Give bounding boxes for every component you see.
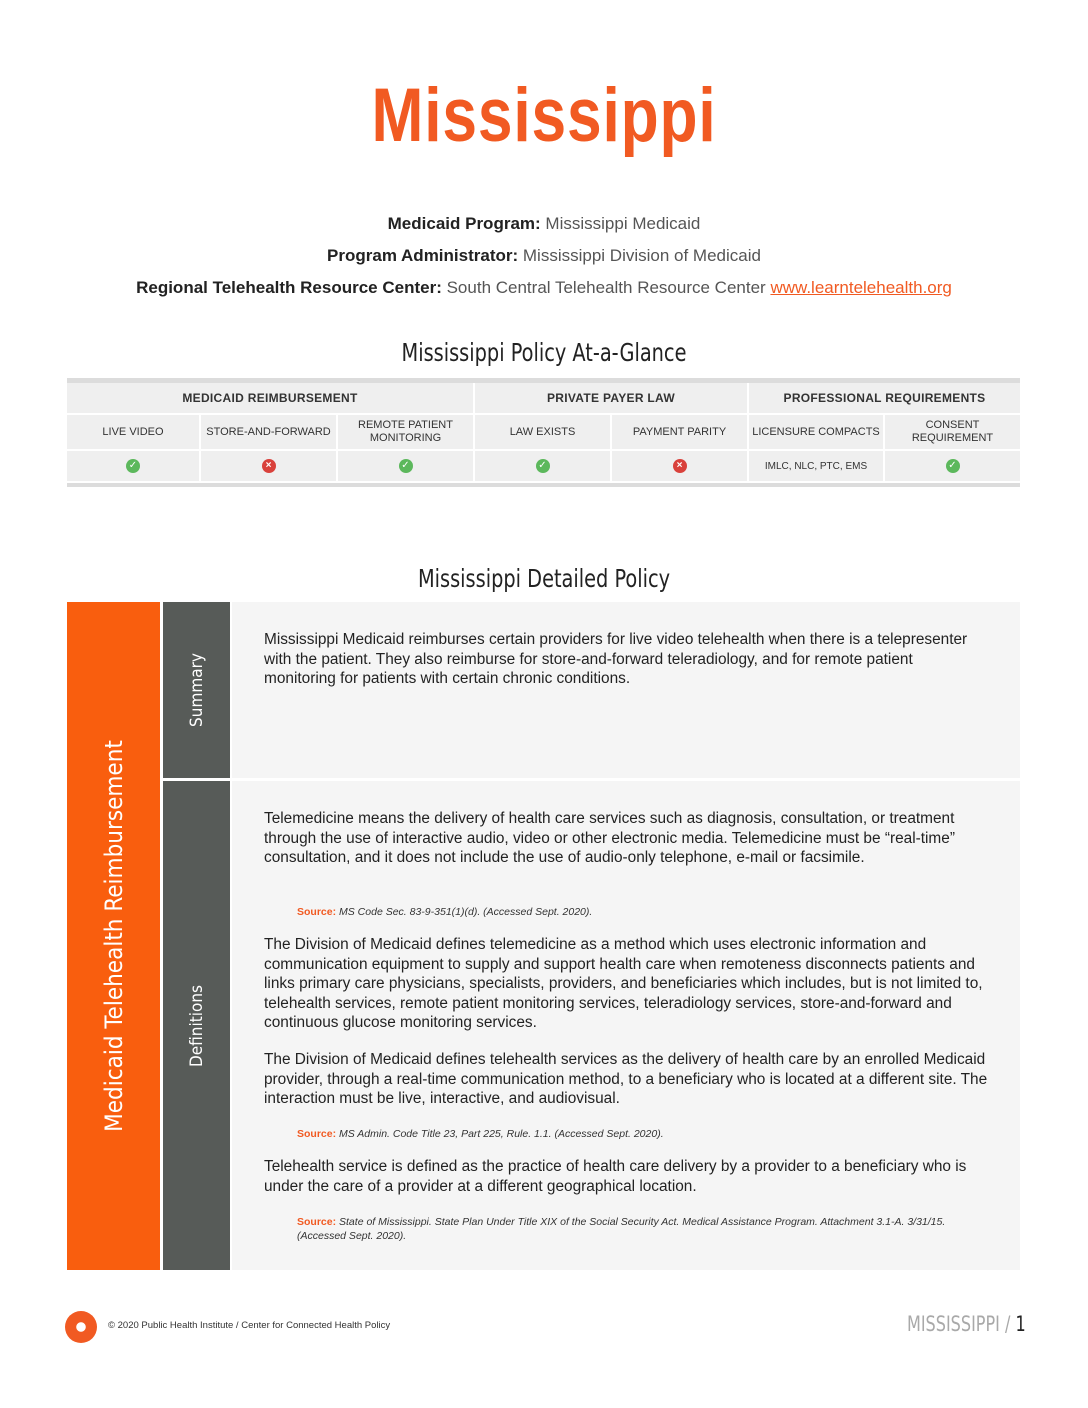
source-label: Source: (297, 1216, 337, 1228)
category-label: Medicaid Telehealth Reimbursement (99, 740, 128, 1132)
summary-text: Mississippi Medicaid reimburses certain providers for live video telehealth when there is a telepresenter with the patient. They also reimburse for store-and-forward teleradiology, and for remote patient monitoring for patients with certain chronic conditions. (264, 631, 968, 687)
page-number (907, 1312, 1026, 1336)
group-professional-requirements: PROFESSIONAL REQUIREMENTS (749, 383, 1020, 415)
source-text: MS Code Sec. 83-9-351(1)(d). (Accessed Sept. 2020). (339, 906, 593, 918)
val-live-video (67, 451, 201, 483)
glance-table (67, 378, 1020, 487)
category-bar (67, 602, 160, 1270)
administrator-line (0, 246, 1088, 266)
col-store-and-forward: STORE-AND-FORWARD (201, 415, 338, 451)
medicaid-program-line (0, 214, 1088, 234)
group-medicaid-reimbursement: MEDICAID REIMBURSEMENT (67, 383, 475, 415)
check-icon: ✓ (536, 459, 550, 473)
col-live-video: LIVE VIDEO (67, 415, 201, 451)
glance-column-row (67, 415, 1020, 451)
definition-paragraph-2: The Division of Medicaid defines telemedicine as a method which uses electronic information and communication equipment to supply and support health care when remoteness disconnects patients and links primary care physicians, specialists, providers, and beneficiaries which includes, but is not limited to, telehealth services, remote patient monitoring services, teleradiology services, store-and-forward and continuous glucose monitoring services. (264, 936, 983, 1031)
summary-panel (232, 602, 1020, 778)
source-text: State of Mississippi. State Plan Under Title XIX of the Social Security Act. Medical Assistance Program. Attachment 3.1-A. 3/31/15. (Accessed Sept. 2020). (297, 1216, 946, 1242)
check-icon: ✓ (126, 459, 140, 473)
page-state: MISSISSIPPI (907, 1312, 1001, 1336)
source-text: MS Admin. Code Title 23, Part 225, Rule. 1.1. (Accessed Sept. 2020). (339, 1128, 664, 1140)
check-icon: ✓ (946, 459, 960, 473)
glance-value-row (67, 451, 1020, 483)
glance-group-row (67, 383, 1020, 415)
val-store-and-forward (201, 451, 338, 483)
source-label: Source: (297, 1128, 337, 1140)
val-remote-patient-monitoring (338, 451, 475, 483)
x-icon: × (262, 459, 276, 473)
resource-center-line (0, 278, 1088, 298)
resource-center-value: South Central Telehealth Resource Center (446, 278, 766, 297)
detail-heading: Mississippi Detailed Policy (417, 564, 671, 593)
resource-center-label: Regional Telehealth Resource Center: (136, 278, 442, 297)
source-label: Source: (297, 906, 337, 918)
x-icon: × (673, 459, 687, 473)
administrator-label: Program Administrator: (327, 246, 519, 265)
definition-paragraph-3: The Division of Medicaid defines telehealth services as the delivery of health care by an enrolled Medicaid provider, through a real-time communication method, to a beneficiary who is located at a different site. The interaction must be live, interactive, and audiovisual. (264, 1051, 988, 1107)
summary-tab (163, 602, 230, 778)
resource-center-link[interactable]: www.learntelehealth.org (770, 278, 952, 297)
check-icon: ✓ (399, 459, 413, 473)
administrator-value: Mississippi Division of Medicaid (522, 246, 761, 265)
group-private-payer-law: PRIVATE PAYER LAW (475, 383, 749, 415)
col-consent-requirement: CONSENT REQUIREMENT (885, 415, 1020, 451)
col-remote-patient-monitoring: REMOTE PATIENT MONITORING (338, 415, 475, 451)
page-number-value: 1 (1015, 1312, 1026, 1336)
definitions-tab (163, 781, 230, 1270)
source-citation-2 (297, 1127, 977, 1141)
definitions-tab-label: Definitions (186, 984, 207, 1067)
medicaid-program-value: Mississippi Medicaid (545, 214, 701, 233)
col-payment-parity: PAYMENT PARITY (612, 415, 749, 451)
glance-bottom-rule (67, 483, 1020, 487)
footer-copyright: © 2020 Public Health Institute / Center for Connected Health Policy (108, 1320, 391, 1331)
source-citation-1 (297, 905, 977, 919)
glance-heading: Mississippi Policy At-a-Glance (401, 338, 687, 367)
sunburst-logo-icon (65, 1311, 97, 1343)
val-consent-requirement (885, 451, 1020, 483)
source-citation-3 (297, 1215, 977, 1243)
col-licensure-compacts: LICENSURE COMPACTS (749, 415, 885, 451)
page-title: Mississippi (371, 73, 717, 158)
val-licensure-compacts: IMLC, NLC, PTC, EMS (749, 451, 885, 483)
definition-paragraph-4: Telehealth service is defined as the practice of health care delivery by a provider to a beneficiary who is under the care of a provider at a different geographical location. (264, 1158, 967, 1195)
page-separator: / (1000, 1312, 1016, 1336)
val-law-exists (475, 451, 612, 483)
summary-tab-label: Summary (186, 653, 207, 727)
medicaid-program-label: Medicaid Program: (387, 214, 541, 233)
col-law-exists: LAW EXISTS (475, 415, 612, 451)
val-payment-parity (612, 451, 749, 483)
definition-paragraph-1: Telemedicine means the delivery of health care services such as diagnosis, consultation, or treatment through the use of interactive audio, video or other electronic media. Telemedicine must be “real-time” consultation, and it does not include the use of audio-only telephone, e-mail or facsimile. (264, 810, 955, 866)
